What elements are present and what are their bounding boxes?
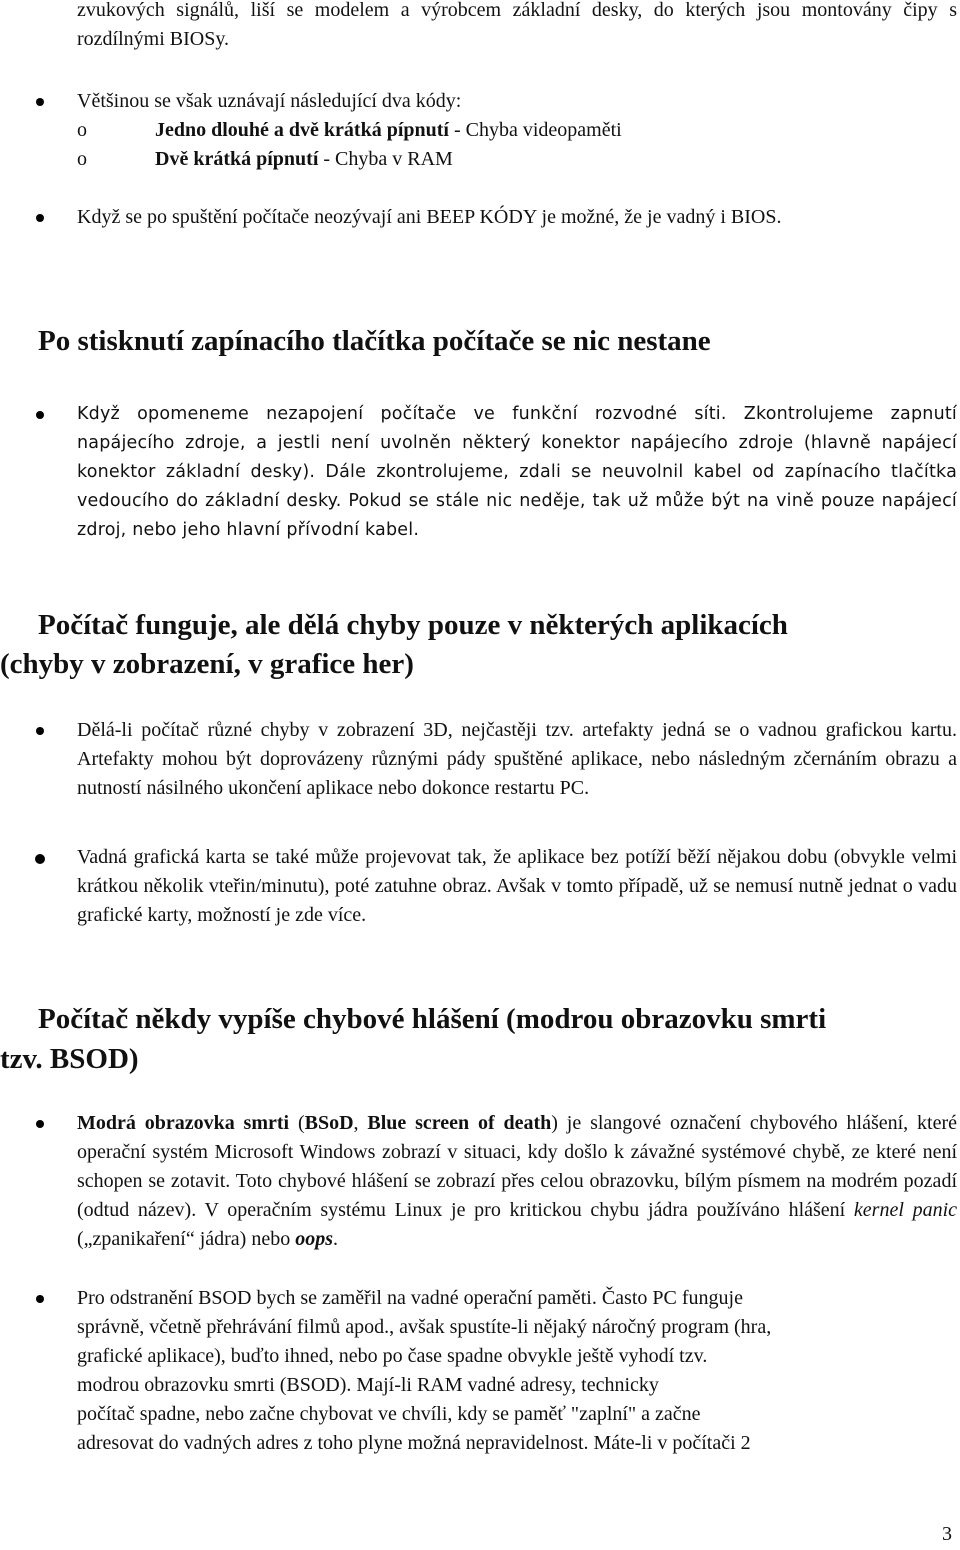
list-item-text <box>77 1284 957 1458</box>
bullet-icon <box>36 214 44 222</box>
oops-term: oops <box>295 1228 333 1250</box>
beep-code-meaning: - Chyba v RAM <box>318 148 453 170</box>
beep-code-label: Jedno dlouhé a dvě krátká pípnutí <box>155 119 449 141</box>
section-heading: Počítač funguje, ale dělá chyby pouze v některých aplikacích <box>38 609 788 641</box>
list-item-text <box>77 1109 957 1254</box>
text-run: („zpanikaření“ jádra) nebo <box>77 1228 296 1250</box>
text-line: správně, včetně přehrávání filmů apod., avšak spustíte-li nějaký náročný program (hra, <box>77 1316 772 1338</box>
beep-code-label: Dvě krátká pípnutí <box>155 148 319 170</box>
text-run: ( <box>289 1112 305 1134</box>
intro-continuation-text: zvukových signálů, liší se modelem a výrobcem základní desky, do kterých jsou montovány čipy s rozdílnými BIOSy. <box>77 0 957 50</box>
list-item-text: Většinou se však uznávají následující dva kódy: <box>77 90 462 112</box>
list-item-text: Dělá-li počítač různé chyby v zobrazení 3D, nejčastěji tzv. artefakty jedná se o vadnou grafickou kartu. Artefakty mohou být doprovázeny různými pády spuštěné aplikace, nebo následným zčernáním obrazu a nutností násilného ukončení aplikace nebo dokonce restartu PC. <box>77 719 957 799</box>
bsod-abbreviation: BSoD <box>304 1112 354 1134</box>
bullet-icon <box>36 1295 44 1303</box>
text-line: Pro odstranění BSOD bych se zaměřil na vadné operační paměti. Často PC funguje <box>77 1287 743 1309</box>
kernel-panic-term: kernel panic <box>853 1199 958 1221</box>
text-line: grafické aplikace), buďto ihned, nebo po čase spadne obvykle ještě vyhodí tzv. <box>77 1345 708 1367</box>
bullet-icon <box>36 98 44 106</box>
text-line: počítač spadne, nebo začne chybovat ve chvíli, kdy se paměť "zaplní" a začne <box>77 1403 701 1425</box>
beep-code-meaning: - Chyba videopaměti <box>448 119 622 141</box>
bsod-english-term: Blue screen of death <box>367 1112 552 1134</box>
bullet-icon <box>36 1120 44 1128</box>
text-run: , <box>353 1112 368 1134</box>
bullet-icon <box>36 411 44 419</box>
list-item-text: Když opomeneme nezapojení počítače ve funkční rozvodné síti. Zkontrolujeme zapnutí napájecího zdroje, a jestli není uvolněn některý konektor napájecího zdroje (hlavně napájecí konektor základní desky). Dále zkontrolujeme, zdali se neuvolnil kabel od zapínacího tlačítka vedoucího do základní desky. Pokud se stále nic neděje, tak už může být na vině pouze napájecí zdroj, nebo jeho hlavní přívodní kabel. <box>77 404 957 540</box>
section-heading: Po stisknutí zapínacího tlačítka počítače se nic nestane <box>38 325 711 357</box>
list-item-text: Vadná grafická karta se také může projevovat tak, že aplikace bez potíží běží nějakou dobu (obvykle velmi krátkou několik vteřin/minutu), poté zatuhne obraz. Avšak v tomto případě, už se nemusí nutně jednat o vadu grafické karty, možností je zde více. <box>77 846 957 926</box>
section-heading-continuation: (chyby v zobrazení, v grafice her) <box>0 648 414 680</box>
page-number: 3 <box>942 1523 952 1545</box>
section-heading: Počítač někdy vypíše chybové hlášení (modrou obrazovku smrti <box>38 1003 827 1035</box>
circle-bullet-icon: o <box>77 119 87 141</box>
text-line: adresovat do vadných adres z toho plyne možná nepravidelnost. Máte-li v počítači 2 <box>77 1432 751 1454</box>
text-run: . <box>333 1228 338 1250</box>
bsod-term: Modrá obrazovka smrti <box>77 1112 290 1134</box>
bullet-icon <box>36 727 44 735</box>
circle-bullet-icon: o <box>77 148 87 170</box>
text-line: modrou obrazovku smrti (BSOD). Mají-li RAM vadné adresy, technicky <box>77 1374 659 1396</box>
list-item-text: Když se po spuštění počítače neozývají ani BEEP KÓDY je možné, že je vadný i BIOS. <box>77 206 782 228</box>
text-run: ) je slangové označení chybového hlášení, které operační systém Microsoft Windows zobrazí v situaci, kdy došlo k závažné systémové chybě, ze které není schopen se zotavit. Toto chybové hlášení se zobrazí přes celou obrazovku, bílým písmem na modrém pozadí (odtud název). V operačním systému Linux je pro kritickou chybu jádra používáno hlášení <box>77 1112 957 1221</box>
bullet-icon <box>35 854 45 864</box>
section-heading-continuation: tzv. BSOD) <box>0 1043 139 1075</box>
